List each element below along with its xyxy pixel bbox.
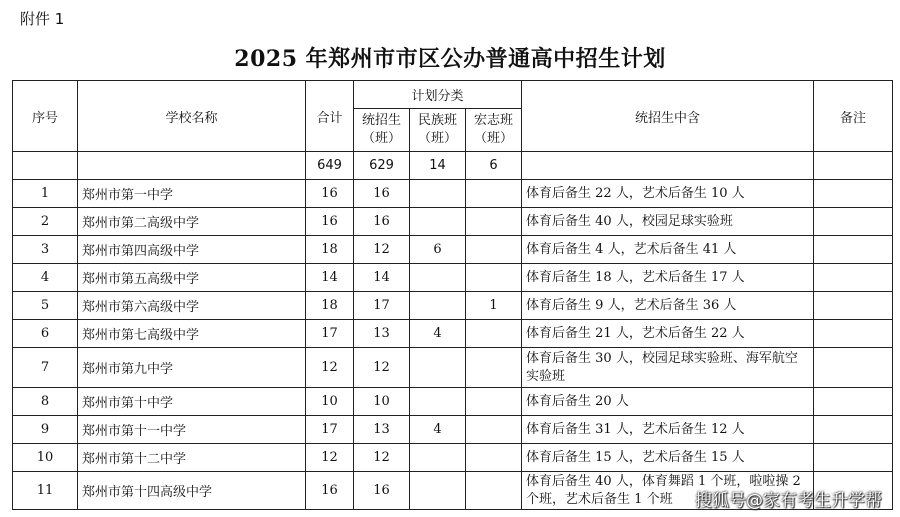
row-note: 体育后备生 20 人 [522,388,814,416]
header-remark: 备注 [814,81,893,152]
row-seq: 6 [13,320,78,348]
table-row [13,416,893,444]
row-unified: 12 [354,444,410,472]
row-remark [814,180,893,208]
header-total: 合计 [306,81,354,152]
row-seq: 11 [13,472,78,510]
row-remark [814,208,893,236]
row-total: 16 [306,472,354,510]
totals-unified: 629 [354,152,410,180]
row-ethnic: 4 [410,416,466,444]
table-row [13,320,893,348]
row-hongzhi: 1 [466,292,522,320]
row-ethnic [410,180,466,208]
row-school: 郑州市第九中学 [78,348,306,388]
totals-hongzhi: 6 [466,152,522,180]
row-ethnic [410,348,466,388]
row-remark [814,264,893,292]
row-total: 18 [306,292,354,320]
table-row [13,292,893,320]
row-seq: 9 [13,416,78,444]
row-remark [814,348,893,388]
row-hongzhi [466,208,522,236]
row-unified: 16 [354,180,410,208]
row-school: 郑州市第七高级中学 [78,320,306,348]
row-total: 18 [306,236,354,264]
row-hongzhi [466,264,522,292]
row-unified: 13 [354,416,410,444]
watermark: 搜狐号@家有考生升学帮 [695,491,882,511]
row-school: 郑州市第十一中学 [78,416,306,444]
row-note: 体育后备生 9 人，艺术后备生 36 人 [522,292,814,320]
row-unified: 13 [354,320,410,348]
row-remark [814,444,893,472]
totals-row [13,152,893,180]
row-school: 郑州市第十中学 [78,388,306,416]
row-total: 14 [306,264,354,292]
header-school: 学校名称 [78,81,306,152]
row-hongzhi [466,444,522,472]
row-hongzhi [466,180,522,208]
row-total: 12 [306,444,354,472]
row-total: 12 [306,348,354,388]
row-seq: 10 [13,444,78,472]
row-seq: 1 [13,180,78,208]
row-unified: 10 [354,388,410,416]
row-remark [814,236,893,264]
row-note: 体育后备生 40 人，校园足球实验班 [522,208,814,236]
row-unified: 16 [354,208,410,236]
row-note: 体育后备生 18 人，艺术后备生 17 人 [522,264,814,292]
totals-ethnic: 14 [410,152,466,180]
header-ethnic: 民族班（班） [410,109,466,152]
row-unified: 12 [354,236,410,264]
header-plan-group: 计划分类 [354,81,522,109]
row-hongzhi [466,236,522,264]
totals-total: 649 [306,152,354,180]
row-total: 16 [306,208,354,236]
table-row [13,236,893,264]
row-note: 体育后备生 21 人，艺术后备生 22 人 [522,320,814,348]
row-ethnic [410,264,466,292]
row-note: 体育后备生 40 人，体育舞蹈 1 个班，啦啦操 2 个班，艺术后备生 1 个班 [522,472,814,510]
table-row [13,180,893,208]
row-hongzhi [466,388,522,416]
attachment-label: 附件 1 [20,10,65,28]
row-ethnic [410,472,466,510]
row-total: 10 [306,388,354,416]
row-ethnic: 4 [410,320,466,348]
row-note: 体育后备生 4 人，艺术后备生 41 人 [522,236,814,264]
table-row [13,388,893,416]
header-contains: 统招生中含 [522,81,814,152]
row-hongzhi [466,472,522,510]
row-seq: 4 [13,264,78,292]
row-remark [814,388,893,416]
row-ethnic: 6 [410,236,466,264]
enrollment-plan-table [12,80,893,510]
header-unified: 统招生（班） [354,109,410,152]
row-unified: 14 [354,264,410,292]
row-seq: 2 [13,208,78,236]
row-remark [814,292,893,320]
document-title: 2025 年郑州市市区公办普通高中招生计划 [234,46,666,72]
table-row [13,444,893,472]
row-school: 郑州市第十二中学 [78,444,306,472]
row-unified: 12 [354,348,410,388]
table-row [13,348,893,388]
row-school: 郑州市第十四高级中学 [78,472,306,510]
row-ethnic [410,208,466,236]
row-school: 郑州市第五高级中学 [78,264,306,292]
row-school: 郑州市第六高级中学 [78,292,306,320]
row-note: 体育后备生 22 人，艺术后备生 10 人 [522,180,814,208]
row-ethnic [410,292,466,320]
row-remark [814,320,893,348]
row-note: 体育后备生 30 人，校园足球实验班、海军航空实验班 [522,348,814,388]
row-total: 16 [306,180,354,208]
row-seq: 3 [13,236,78,264]
header-hongzhi: 宏志班（班） [466,109,522,152]
row-hongzhi [466,416,522,444]
row-total: 17 [306,416,354,444]
row-note: 体育后备生 31 人，艺术后备生 12 人 [522,416,814,444]
row-school: 郑州市第四高级中学 [78,236,306,264]
header-seq: 序号 [13,81,78,152]
row-hongzhi [466,348,522,388]
row-note: 体育后备生 15 人，艺术后备生 15 人 [522,444,814,472]
row-seq: 8 [13,388,78,416]
row-total: 17 [306,320,354,348]
row-unified: 16 [354,472,410,510]
table-row [13,208,893,236]
row-hongzhi [466,320,522,348]
row-ethnic [410,444,466,472]
row-school: 郑州市第二高级中学 [78,208,306,236]
row-seq: 5 [13,292,78,320]
row-school: 郑州市第一中学 [78,180,306,208]
row-ethnic [410,388,466,416]
row-unified: 17 [354,292,410,320]
table-row [13,264,893,292]
row-seq: 7 [13,348,78,388]
row-remark [814,416,893,444]
